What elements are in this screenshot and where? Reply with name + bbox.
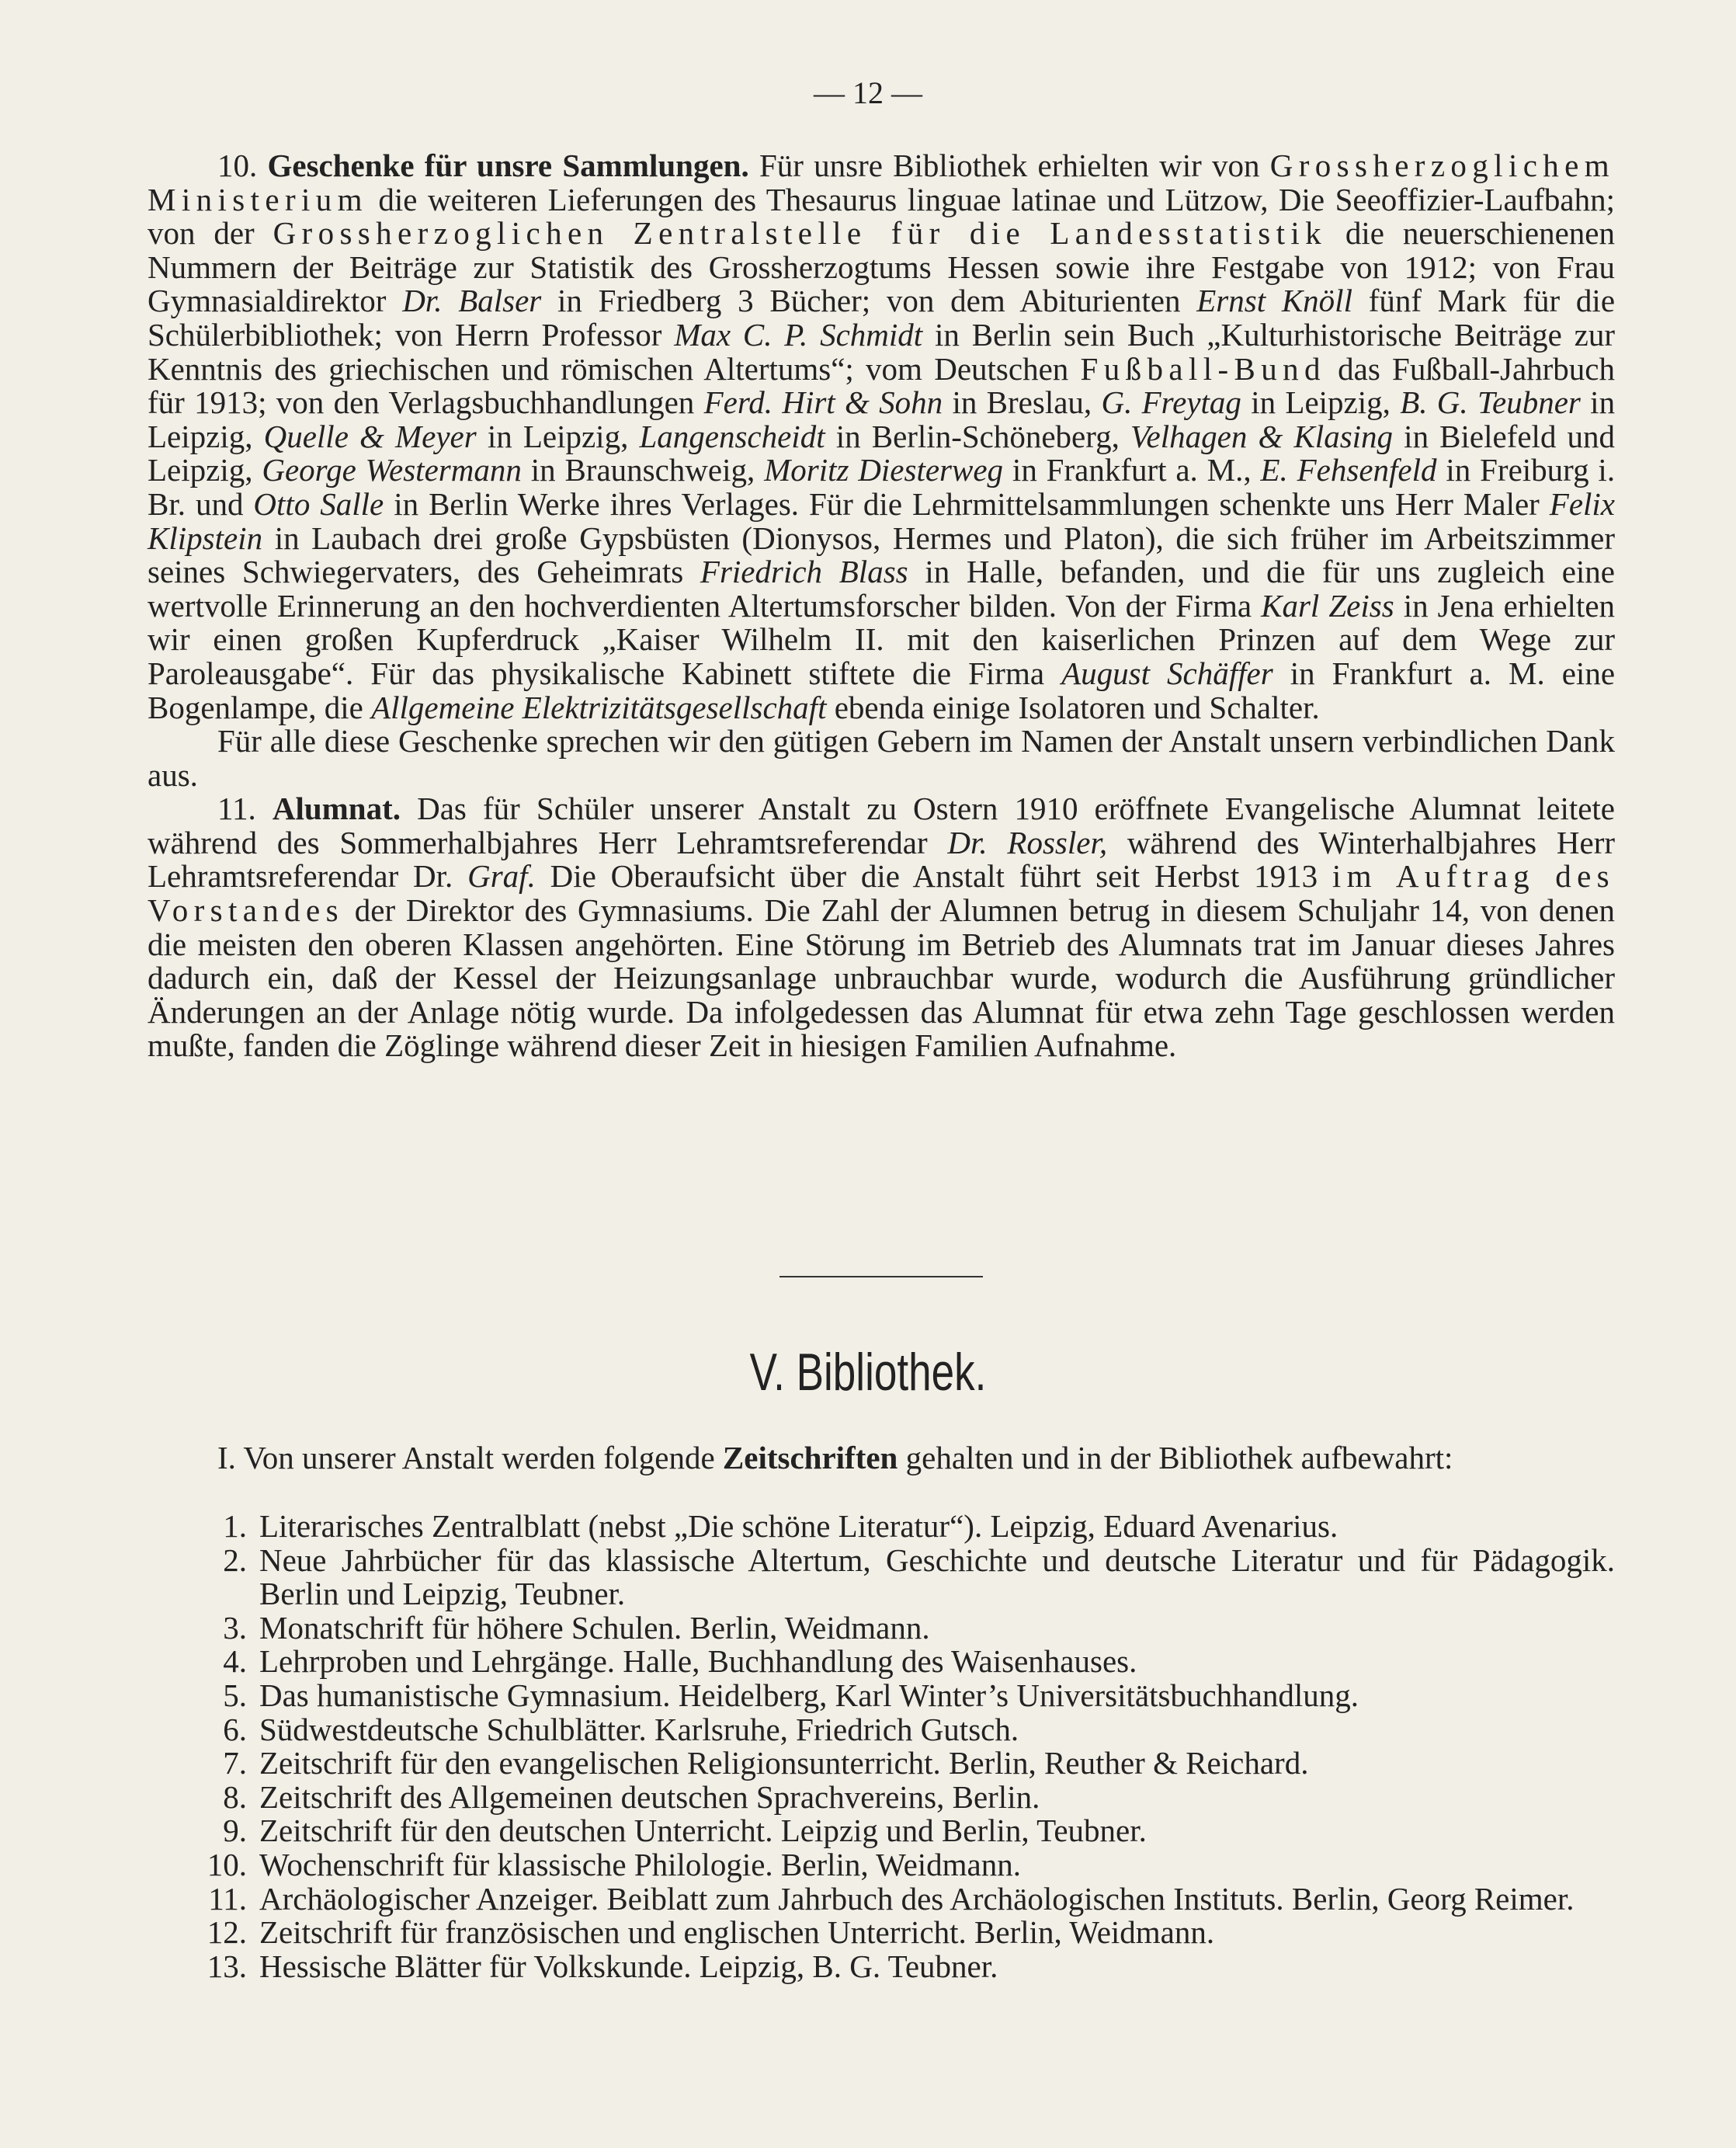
section-divider xyxy=(779,1276,983,1277)
journal-item xyxy=(148,1747,1615,1781)
journal-text: Zeitschrift für den evangelischen Religionsunterricht. Berlin, Reuther & Reichard. xyxy=(259,1745,1309,1781)
journal-number: 12. xyxy=(207,1914,247,1951)
school-report-text xyxy=(148,149,1615,1063)
journal-item xyxy=(148,1510,1615,1544)
journal-item xyxy=(148,1645,1615,1679)
journal-item xyxy=(148,1778,1615,1815)
journal-text: Zeitschrift für den deutschen Unterricht. Leipzig und Berlin, Teubner. xyxy=(259,1813,1147,1849)
journal-text: Südwestdeutsche Schulblätter. Karlsruhe, Friedrich Gutsch. xyxy=(259,1711,1019,1747)
journal-text: Neue Jahrbücher für das klassische Altertum, Geschichte und deutsche Literatur und für Pädagogik. Berlin und Leipzig, Teubner. xyxy=(259,1541,1615,1612)
section-title: V. Bibliothek. xyxy=(749,1343,987,1402)
journal-item xyxy=(148,1814,1615,1848)
paragraph-11-alumnat: 11. Alumnat. Das für Schüler unserer Anstalt zu Ostern 1910 eröffnete Evangelische Alumnat leitete während des Sommerhalbjahres Herr Lehramtsreferendar Dr. Rossler, während des Winterhalbjahres Herr Lehramtsreferendar Dr. Graf. Die Oberaufsicht über die Anstalt führt seit Herbst 1913 im Auftrag des Vorstandes der Direktor des Gymnasiums. Die Zahl der Alumnen betrug in diesem Schuljahr 14, von denen die meisten den oberen Klassen angehörten. Eine Störung im Betrieb des Alumnats trat im Januar dieses Jahres dadurch ein, daß der Kessel der Heizungsanlage unbrauchbar wurde, wodurch die Ausführung gründlicher Änderungen an der Anlage nötig wurde. Da infolgedessen das Alumnat für etwa zehn Tage geschlossen werden mußte, fanden die Zöglinge während dieser Zeit in hiesigen Familien Aufnahme. xyxy=(148,791,1616,1064)
journal-number: 7. xyxy=(223,1745,247,1781)
journal-text: Hessische Blätter für Volkskunde. Leipzig, B. G. Teubner. xyxy=(259,1948,998,1984)
paragraph-thanks: Für alle diese Geschenke sprechen wir den gütigen Gebern im Namen der Anstalt unsern verbindlichen Dank aus. xyxy=(148,723,1615,793)
journal-item xyxy=(148,1713,1615,1747)
journal-number: 8. xyxy=(223,1778,247,1815)
journal-number: 4. xyxy=(223,1643,247,1680)
journal-item xyxy=(148,1848,1615,1882)
paragraph-journals-intro: I. Von unserer Anstalt werden folgende Zeitschriften gehalten und in der Bibliothek aufbewahrt: xyxy=(217,1440,1453,1475)
journal-number: 13. xyxy=(207,1948,247,1984)
journal-number: 6. xyxy=(223,1711,247,1747)
journal-number: 11. xyxy=(208,1880,247,1917)
journal-item xyxy=(148,1916,1615,1950)
journal-text: Archäologischer Anzeiger. Beiblatt zum Jahrbuch des Archäologischen Instituts. Berlin, Georg Reimer. xyxy=(259,1880,1575,1917)
journal-item xyxy=(148,1882,1615,1917)
journal-item xyxy=(148,1950,1615,1984)
journal-item xyxy=(148,1541,1615,1612)
journal-number: 5. xyxy=(223,1677,247,1713)
library-intro xyxy=(148,1441,1615,1475)
journal-number: 10. xyxy=(207,1846,247,1882)
journal-item xyxy=(148,1679,1615,1713)
journal-number: 1. xyxy=(223,1508,247,1544)
paragraph-10-gifts: 10. Geschenke für unsre Sammlungen. Für unsre Bibliothek erhielten wir von Grossherzoglichem Ministerium die weiteren Lieferungen des Thesaurus linguae latinae und Lützow, Die Seeoffizier-Laufbahn; von der Grossherzoglichen Zentralstelle für die Landesstatistik die neuerschienenen Nummern der Beiträge zur Statistik des Grossherzogtums Hessen sowie ihre Festgabe von 1912; von Frau Gymnasialdirektor Dr. Balser in Friedberg 3 Bücher; von dem Abiturienten Ernst Knöll fünf Mark für die Schülerbibliothek; von Herrn Professor Max C. P. Schmidt in Berlin sein Buch „Kulturhistorische Beiträge zur Kenntnis des griechischen und römischen Altertums“; vom Deutschen Fußball-Bund das Fußball-Jahrbuch für 1913; von den Verlagsbuchhandlungen Ferd. Hirt & Sohn in Breslau, G. Freytag in Leipzig, B. G. Teubner in Leipzig, Quelle & Meyer in Leipzig, Langenscheidt in Berlin-Schöneberg, Velhagen & Klasing in Bielefeld und Leipzig, George Westermann in Braunschweig, Moritz Diesterweg in Frankfurt a. M., E. Fehsenfeld in Freiburg i. Br. und Otto Salle in Berlin Werke ihres Verlages. Für die Lehrmittelsammlungen schenkte uns Herr Maler Felix Klipstein in Laubach drei große Gypsbüsten (Dionysos, Hermes und Platon), die sich früher im Arbeitszimmer seines Schwiegervaters, des Geheimrats Friedrich Blass in Halle, befanden, und die für uns zugleich eine wertvolle Erinnerung an den hochverdienten Altertumsforscher bilden. Von der Firma Karl Zeiss in Jena erhielten wir einen großen Kupferdruck „Kaiser Wilhelm II. mit den kaiserlichen Prinzen auf dem Wege zur Paroleausgabe“. Für das physikalische Kabinett stiftete die Firma August Schäffer in Frankfurt a. M. eine Bogenlampe, die Allgemeine Elektrizitätsgesellschaft ebenda einige Isolatoren und Schalter. xyxy=(148,148,1616,725)
journal-list xyxy=(148,1510,1615,1983)
page-number: — 12 — xyxy=(814,75,922,110)
journal-text: Wochenschrift für klassische Philologie. Berlin, Weidmann. xyxy=(259,1846,1021,1882)
journal-text: Das humanistische Gymnasium. Heidelberg, Karl Winter’s Universitätsbuchhandlung. xyxy=(259,1677,1359,1713)
journal-number: 2. xyxy=(223,1541,247,1578)
journal-text: Zeitschrift des Allgemeinen deutschen Sprachvereins, Berlin. xyxy=(259,1778,1040,1815)
journal-item xyxy=(148,1611,1615,1646)
journal-number: 9. xyxy=(223,1813,247,1849)
journal-number: 3. xyxy=(223,1609,247,1646)
journal-text: Literarisches Zentralblatt (nebst „Die schöne Literatur“). Leipzig, Eduard Avenarius. xyxy=(259,1508,1338,1544)
journal-text: Lehrproben und Lehrgänge. Halle, Buchhandlung des Waisenhauses. xyxy=(259,1643,1137,1680)
journal-text: Monatschrift für höhere Schulen. Berlin, Weidmann. xyxy=(259,1609,930,1646)
journal-text: Zeitschrift für französischen und englischen Unterricht. Berlin, Weidmann. xyxy=(259,1914,1215,1951)
